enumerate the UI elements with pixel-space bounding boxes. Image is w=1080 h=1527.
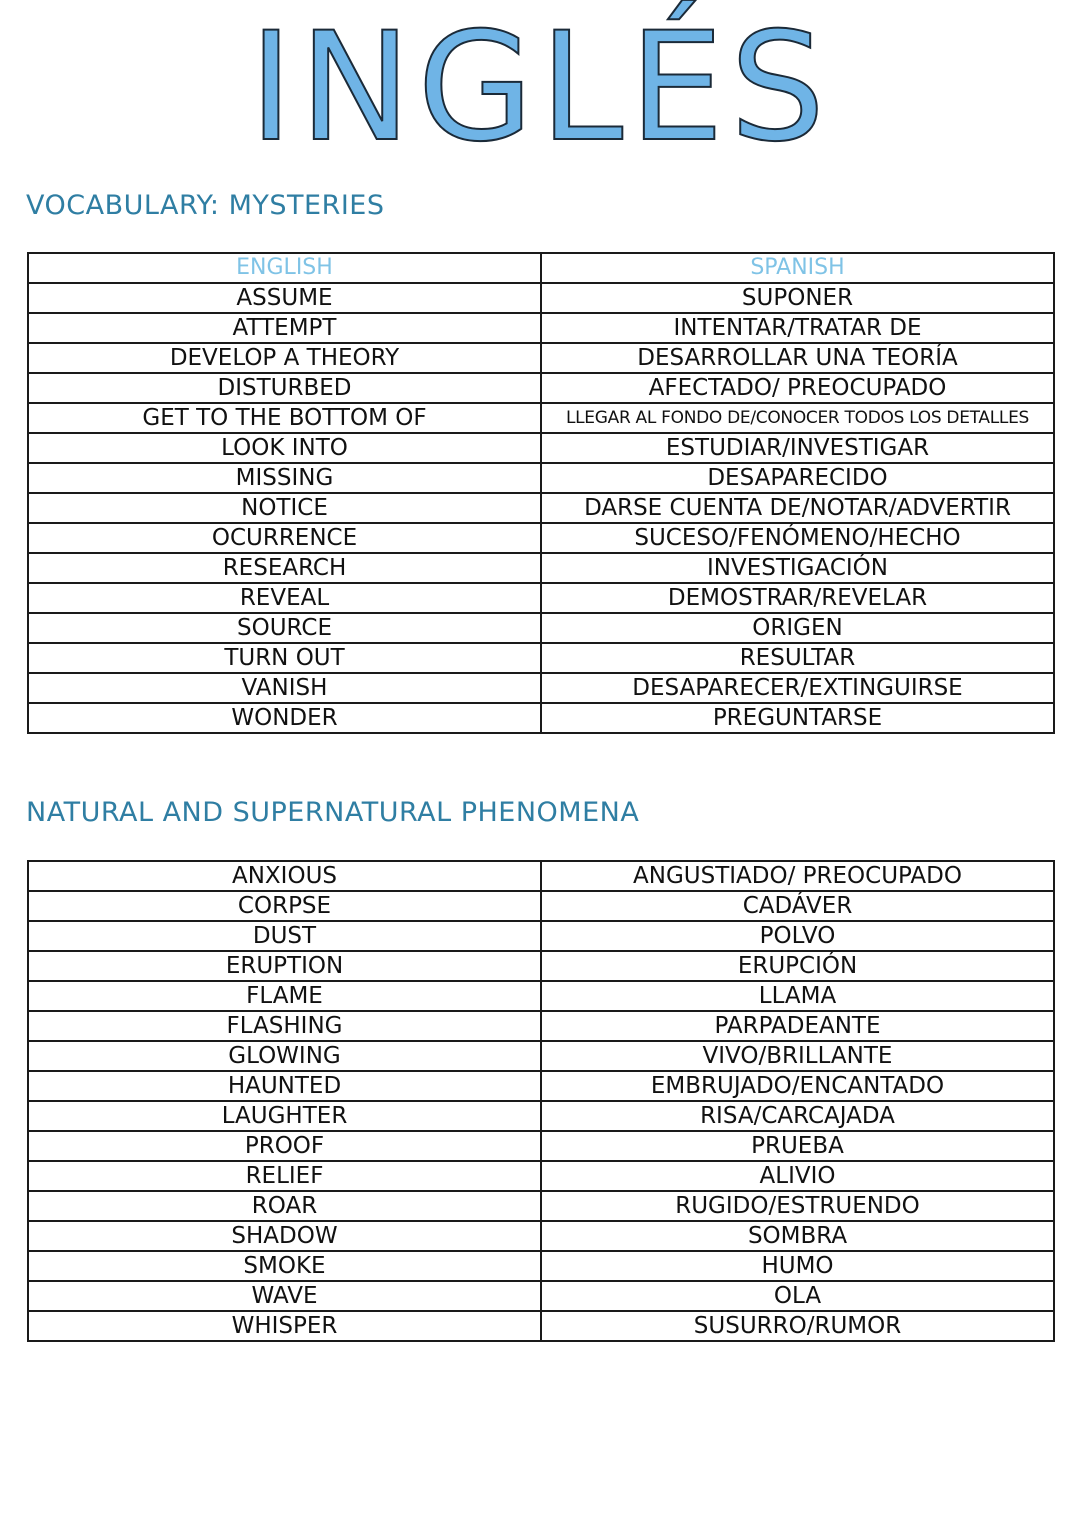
spanish-translation: SOMBRA [541, 1221, 1054, 1251]
table-row [28, 1221, 1054, 1251]
spanish-translation: AFECTADO/ PREOCUPADO [541, 373, 1054, 403]
spanish-translation: DEMOSTRAR/REVELAR [541, 583, 1054, 613]
spanish-translation: PARPADEANTE [541, 1011, 1054, 1041]
section-heading-phenomena: NATURAL AND SUPERNATURAL PHENOMENA [26, 797, 640, 828]
vocabulary-table-phenomena [27, 860, 1055, 1342]
spanish-translation: RISA/CARCAJADA [541, 1101, 1054, 1131]
english-term: OCURRENCE [28, 523, 541, 553]
english-term: FLASHING [28, 1011, 541, 1041]
english-term: RELIEF [28, 1161, 541, 1191]
spanish-translation: ALIVIO [541, 1161, 1054, 1191]
english-term: SOURCE [28, 613, 541, 643]
english-term: SMOKE [28, 1251, 541, 1281]
table-row [28, 403, 1054, 433]
spanish-translation: ESTUDIAR/INVESTIGAR [541, 433, 1054, 463]
spanish-translation: DARSE CUENTA DE/NOTAR/ADVERTIR [541, 493, 1054, 523]
page-title: INGLÉS [248, 1, 832, 175]
english-term: REVEAL [28, 583, 541, 613]
spanish-translation: POLVO [541, 921, 1054, 951]
column-header-spanish: SPANISH [541, 253, 1054, 283]
spanish-translation: HUMO [541, 1251, 1054, 1281]
spanish-translation: SUSURRO/RUMOR [541, 1311, 1054, 1341]
english-term: ERUPTION [28, 951, 541, 981]
spanish-translation: PREGUNTARSE [541, 703, 1054, 733]
english-term: GET TO THE BOTTOM OF [28, 403, 541, 433]
english-term: LAUGHTER [28, 1101, 541, 1131]
vocabulary-table-mysteries [27, 252, 1055, 734]
english-term: LOOK INTO [28, 433, 541, 463]
spanish-translation: DESARROLLAR UNA TEORÍA [541, 343, 1054, 373]
english-term: GLOWING [28, 1041, 541, 1071]
table-row [28, 1041, 1054, 1071]
spanish-translation: CADÁVER [541, 891, 1054, 921]
table-header-row [28, 253, 1054, 283]
english-term: ANXIOUS [28, 861, 541, 891]
table-row [28, 283, 1054, 313]
spanish-translation: SUPONER [541, 283, 1054, 313]
english-term: RESEARCH [28, 553, 541, 583]
english-term: MISSING [28, 463, 541, 493]
table-row [28, 1011, 1054, 1041]
english-term: DEVELOP A THEORY [28, 343, 541, 373]
english-term: ROAR [28, 1191, 541, 1221]
english-term: PROOF [28, 1131, 541, 1161]
spanish-translation: LLEGAR AL FONDO DE/CONOCER TODOS LOS DETALLES [541, 403, 1054, 433]
table-row [28, 981, 1054, 1011]
table-row [28, 1131, 1054, 1161]
table-row [28, 493, 1054, 523]
english-term: ATTEMPT [28, 313, 541, 343]
table-row [28, 463, 1054, 493]
spanish-translation: OLA [541, 1281, 1054, 1311]
table-row [28, 313, 1054, 343]
table-row [28, 1311, 1054, 1341]
table-row [28, 553, 1054, 583]
spanish-translation: DESAPARECIDO [541, 463, 1054, 493]
table-row [28, 1281, 1054, 1311]
spanish-translation: SUCESO/FENÓMENO/HECHO [541, 523, 1054, 553]
table-row [28, 861, 1054, 891]
english-term: CORPSE [28, 891, 541, 921]
english-term: NOTICE [28, 493, 541, 523]
table-row [28, 433, 1054, 463]
table-row [28, 1191, 1054, 1221]
table-row [28, 343, 1054, 373]
column-header-english: ENGLISH [28, 253, 541, 283]
spanish-translation: LLAMA [541, 981, 1054, 1011]
table-row [28, 613, 1054, 643]
spanish-translation: RUGIDO/ESTRUENDO [541, 1191, 1054, 1221]
table-row [28, 703, 1054, 733]
english-term: WONDER [28, 703, 541, 733]
table-row [28, 523, 1054, 553]
spanish-translation: EMBRUJADO/ENCANTADO [541, 1071, 1054, 1101]
spanish-translation: INTENTAR/TRATAR DE [541, 313, 1054, 343]
english-term: WAVE [28, 1281, 541, 1311]
spanish-translation: INVESTIGACIÓN [541, 553, 1054, 583]
english-term: WHISPER [28, 1311, 541, 1341]
english-term: FLAME [28, 981, 541, 1011]
english-term: VANISH [28, 673, 541, 703]
table-row [28, 643, 1054, 673]
table-row [28, 1161, 1054, 1191]
english-term: ASSUME [28, 283, 541, 313]
spanish-translation: ORIGEN [541, 613, 1054, 643]
table-row [28, 373, 1054, 403]
table-row [28, 1251, 1054, 1281]
table-row [28, 891, 1054, 921]
spanish-translation: PRUEBA [541, 1131, 1054, 1161]
english-term: SHADOW [28, 1221, 541, 1251]
spanish-translation: VIVO/BRILLANTE [541, 1041, 1054, 1071]
table-row [28, 951, 1054, 981]
table-row [28, 1071, 1054, 1101]
english-term: DUST [28, 921, 541, 951]
english-term: HAUNTED [28, 1071, 541, 1101]
section-heading-mysteries: VOCABULARY: MYSTERIES [26, 190, 385, 221]
spanish-translation: DESAPARECER/EXTINGUIRSE [541, 673, 1054, 703]
english-term: TURN OUT [28, 643, 541, 673]
spanish-translation: ERUPCIÓN [541, 951, 1054, 981]
table-row [28, 673, 1054, 703]
table-row [28, 1101, 1054, 1131]
spanish-translation: ANGUSTIADO/ PREOCUPADO [541, 861, 1054, 891]
spanish-translation: RESULTAR [541, 643, 1054, 673]
table-row [28, 921, 1054, 951]
table-row [28, 583, 1054, 613]
english-term: DISTURBED [28, 373, 541, 403]
